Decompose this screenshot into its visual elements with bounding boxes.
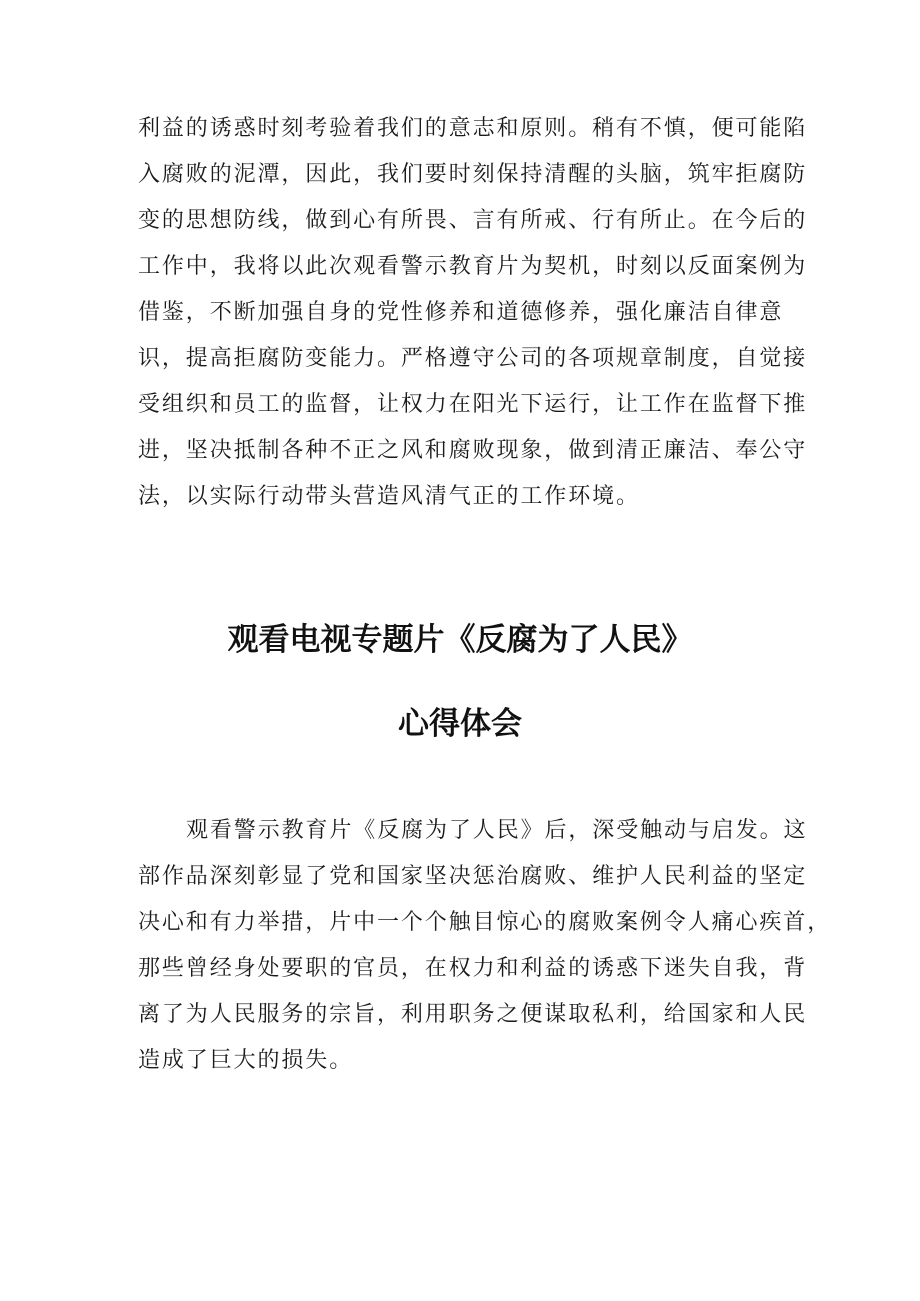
paragraph-line: 离了为人民服务的宗旨，利用职务之便谋取私利，给国家和人民 — [138, 1002, 808, 1027]
paragraph-line: 部作品深刻彰显了党和国家坚决惩治腐败、维护人民利益的坚定 — [138, 864, 808, 889]
document-subtitle: 心得体会 — [398, 706, 522, 742]
intro-paragraph — [138, 808, 832, 1084]
document-title: 观看电视专题片《反腐为了人民》 — [227, 622, 693, 658]
paragraph-line: 借鉴，不断加强自身的党性修养和道德修养，强化廉洁自律意 — [138, 300, 784, 325]
paragraph-line: 受组织和员工的监督，让权力在阳光下运行，让工作在监督下推 — [138, 392, 808, 417]
paragraph-line: 造成了巨大的损失。 — [138, 1048, 354, 1073]
paragraph-line: 进，坚决抵制各种不正之风和腐败现象，做到清正廉洁、奉公守 — [138, 438, 808, 463]
paragraph-line: 决心和有力举措，片中一个个触目惊心的腐败案例令人痛心疾首， — [138, 910, 832, 935]
paragraph-line: 利益的诱惑时刻考验着我们的意志和原则。稍有不慎，便可能陷 — [138, 116, 808, 141]
continued-paragraph — [138, 106, 808, 520]
paragraph-line: 入腐败的泥潭，因此，我们要时刻保持清醒的头脑，筑牢拒腐防 — [138, 162, 808, 187]
paragraph-line: 观看警示教育片《反腐为了人民》后，深受触动与启发。这 — [186, 818, 808, 843]
paragraph-line: 变的思想防线，做到心有所畏、言有所戒、行有所止。在今后的 — [138, 208, 808, 233]
paragraph-line: 工作中，我将以此次观看警示教育片为契机，时刻以反面案例为 — [138, 254, 808, 279]
paragraph-line: 那些曾经身处要职的官员，在权力和利益的诱惑下迷失自我，背 — [138, 956, 808, 981]
paragraph-line: 识，提高拒腐防变能力。严格遵守公司的各项规章制度，自觉接 — [138, 346, 808, 371]
paragraph-line: 法，以实际行动带头营造风清气正的工作环境。 — [138, 484, 640, 509]
